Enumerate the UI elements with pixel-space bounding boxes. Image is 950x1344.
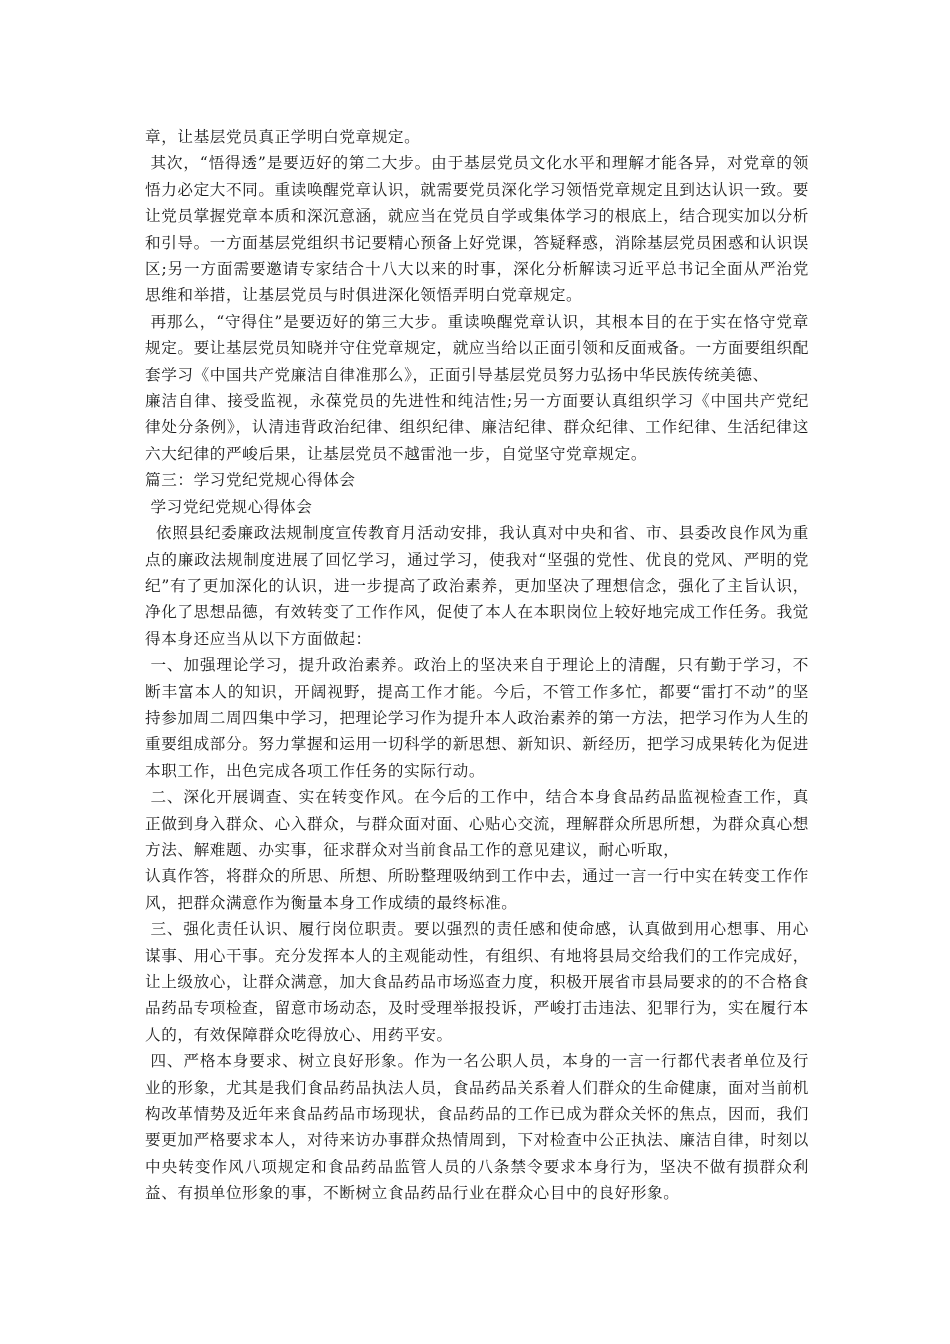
paragraph-point-one: 一、加强理论学习，提升政治素养。政治上的坚决来自于理论上的清醒，只有勤于学习，不断丰富本人的知识，开阔视野，提高工作才能。今后，不管工作多忙，都要“雷打不动”的坚持参加周二周四集中学习，把理论学习作为提升本人政治素养的第一方法，把学习作为人生的重要组成部分。努力掌握和运用一切科学的新思想、新知识、新经历，把学习成果转化为促进本职工作，出色完成各项工作任务的实际行动。	[145, 656, 809, 780]
paragraph-point-two-continued: 认真作答，将群众的所思、所想、所盼整理吸纳到工作中去，通过一言一行中实在转变工作作风，把群众满意作为衡量本身工作成绩的最终标准。	[145, 867, 809, 912]
paragraph-point-two: 二、深化开展调查、实在转变作风。在今后的工作中，结合本身食品药品监视检查工作，真正做到身入群众、心入群众，与群众面对面、心贴心交流，理解群众所思所想，为群众真心想方法、解难题、办实事，征求群众对当前食品工作的意见建议，耐心听取，	[145, 788, 809, 859]
paragraph-continuation: 章，让基层党员真正学明白党章规定。	[145, 128, 421, 146]
paragraph-second-step: 其次，“悟得透”是要迈好的第二大步。由于基层党员文化水平和理解才能各异，对党章的领悟力必定大不同。重读唤醒党章认识，就需要党员深化学习领悟党章规定且到达认识一致。要让党员掌握党章本质和深沉意涵，就应当在党员自学或集体学习的根底上，结合现实加以分析和引导。一方面基层党组织书记要精心预备上好党课，答疑释惑，消除基层党员困惑和认识误区;另一方面需要邀请专家结合十八大以来的时事，深化分析解读习近平总书记全面从严治党思维和举措，让基层党员与时俱进深化领悟弄明白党章规定。	[145, 154, 809, 305]
paragraph-intro: 依照县纪委廉政法规制度宣传教育月活动安排，我认真对中央和省、市、县委改良作风为重点的廉政法规制度进展了回忆学习，通过学习，使我对“坚强的党性、优良的党风、严明的党纪”有了更加深化的认识，进一步提高了政治素养，更加坚决了理想信念，强化了主旨认识，净化了思想品德，有效转变了工作作风，促使了本人在本职岗位上较好地完成工作任务。我觉得本身还应当从以下方面做起：	[145, 524, 809, 648]
paragraph-point-four: 四、严格本身要求、树立良好形象。作为一名公职人员，本身的一言一行都代表者单位及行业的形象，尤其是我们食品药品执法人员，食品药品关系着人们群众的生命健康，面对当前机构改革情势及近年来食品药品市场现状，食品药品的工作已成为群众关怀的焦点，因而，我们要更加严格要求本人，对待来访办事群众热情周到，下对检查中公正执法、廉洁自律，时刻以中央转变作风八项规定和食品药品监管人员的八条禁令要求本身行为，坚决不做有损群众利益、有损单位形象的事，不断树立食品药品行业在群众心目中的良好形象。	[145, 1052, 809, 1203]
paragraph-third-step: 再那么，“守得住”是要迈好的第三大步。重读唤醒党章认识，其根本目的在于实在恪守党章规定。要让基层党员知晓并守住党章规定，就应当给以正面引领和反面戒备。一方面要组织配套学习《中国共产党廉洁自律准那么》，正面引导基层党员努力弘扬中华民族传统美德、	[145, 312, 809, 384]
paragraph-point-three: 三、强化责任认识、履行岗位职责。要以强烈的责任感和使命感，认真做到用心想事、用心谋事、用心干事。充分发挥本人的主观能动性，有组织、有地将县局交给我们的工作完成好，让上级放心，让群众满意，加大食品药品市场巡查力度，积极开展省市县局要求的的不合格食品药品专项检查，留意市场动态，及时受理举报投诉，严峻打击违法、犯罪行为，实在履行本人的，有效保障群众吃得放心、用药平安。	[145, 920, 809, 1044]
section-subtitle: 学习党纪党规心得体会	[150, 497, 313, 516]
document-body	[145, 124, 809, 1207]
section-heading: 篇三：学习党纪党规心得体会	[145, 471, 356, 490]
paragraph-third-step-continued: 廉洁自律、接受监视，永葆党员的先进性和纯洁性;另一方面要认真组织学习《中国共产党纪律处分条例》，认清违背政治纪律、组织纪律、廉洁纪律、群众纪律、工作纪律、生活纪律这六大纪律的严峻后果，让基层党员不越雷池一步，自觉坚守党章规定。	[145, 392, 809, 463]
